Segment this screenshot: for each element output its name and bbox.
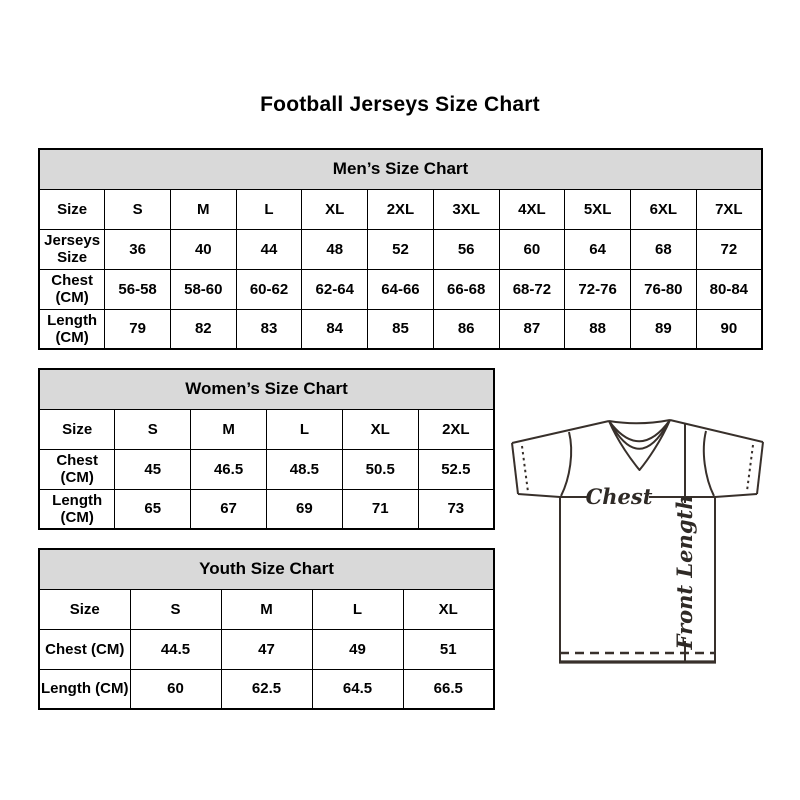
womens-cell: 52.5	[418, 449, 494, 489]
mens-cell: 6XL	[630, 189, 696, 229]
youth-cell: 51	[403, 629, 494, 669]
mens-cell: 68	[630, 229, 696, 269]
mens-cell: S	[105, 189, 171, 229]
womens-row-label: Size	[39, 409, 115, 449]
womens-cell: L	[266, 409, 342, 449]
mens-cell: XL	[302, 189, 368, 229]
jersey-measurement-diagram	[505, 400, 770, 695]
youth-size-chart-table	[38, 548, 495, 708]
youth-cell: S	[130, 589, 221, 629]
mens-row-label: Size	[39, 189, 105, 229]
mens-cell: 64	[565, 229, 631, 269]
womens-cell: 65	[115, 489, 191, 529]
womens-cell: 67	[191, 489, 267, 529]
jersey-diagram-svg	[505, 400, 770, 695]
jersey-outline	[512, 420, 763, 662]
youth-cell: 64.5	[312, 669, 403, 709]
mens-cell: 60-62	[236, 269, 302, 309]
womens-cell: 73	[418, 489, 494, 529]
mens-cell: 79	[105, 309, 171, 349]
mens-cell: 64-66	[368, 269, 434, 309]
mens-cell: 76-80	[630, 269, 696, 309]
mens-table	[38, 148, 763, 350]
mens-cell: 86	[433, 309, 499, 349]
mens-row-label: Length (CM)	[39, 309, 105, 349]
youth-cell: XL	[403, 589, 494, 629]
youth-cell: 62.5	[221, 669, 312, 709]
youth-cell: 47	[221, 629, 312, 669]
page-title: Football Jerseys Size Chart	[260, 93, 540, 116]
youth-table-header: Youth Size Chart	[39, 549, 494, 589]
mens-cell: 68-72	[499, 269, 565, 309]
mens-cell: 66-68	[433, 269, 499, 309]
mens-cell: 7XL	[696, 189, 762, 229]
mens-cell: 84	[302, 309, 368, 349]
youth-cell: M	[221, 589, 312, 629]
mens-cell: 60	[499, 229, 565, 269]
mens-cell: 56-58	[105, 269, 171, 309]
mens-cell: 80-84	[696, 269, 762, 309]
chest-label: Chest	[585, 484, 653, 509]
mens-cell: 40	[170, 229, 236, 269]
mens-cell: L	[236, 189, 302, 229]
womens-table-header: Women’s Size Chart	[39, 369, 494, 409]
womens-table	[38, 368, 495, 530]
youth-table	[38, 548, 495, 710]
mens-cell: 88	[565, 309, 631, 349]
mens-cell: 3XL	[433, 189, 499, 229]
mens-cell: 56	[433, 229, 499, 269]
mens-cell: 62-64	[302, 269, 368, 309]
womens-cell: 48.5	[266, 449, 342, 489]
mens-cell: 58-60	[170, 269, 236, 309]
mens-cell: 44	[236, 229, 302, 269]
youth-cell: L	[312, 589, 403, 629]
womens-cell: 46.5	[191, 449, 267, 489]
mens-cell: 4XL	[499, 189, 565, 229]
youth-cell: 60	[130, 669, 221, 709]
mens-cell: 36	[105, 229, 171, 269]
womens-cell: M	[191, 409, 267, 449]
mens-cell: M	[170, 189, 236, 229]
womens-cell: 45	[115, 449, 191, 489]
mens-cell: 72-76	[565, 269, 631, 309]
mens-cell: 5XL	[565, 189, 631, 229]
mens-table-header: Men’s Size Chart	[39, 149, 762, 189]
youth-row-label: Size	[39, 589, 130, 629]
youth-cell: 44.5	[130, 629, 221, 669]
mens-cell: 82	[170, 309, 236, 349]
mens-cell: 87	[499, 309, 565, 349]
mens-row-label: Jerseys Size	[39, 229, 105, 269]
youth-cell: 49	[312, 629, 403, 669]
mens-cell: 2XL	[368, 189, 434, 229]
youth-cell: 66.5	[403, 669, 494, 709]
mens-row-label: Chest (CM)	[39, 269, 105, 309]
womens-row-label: Chest (CM)	[39, 449, 115, 489]
womens-size-chart-table	[38, 368, 495, 528]
front-length-label: Front Length	[672, 494, 697, 650]
mens-cell: 90	[696, 309, 762, 349]
womens-cell: 50.5	[342, 449, 418, 489]
womens-cell: 69	[266, 489, 342, 529]
mens-cell: 85	[368, 309, 434, 349]
mens-cell: 72	[696, 229, 762, 269]
youth-row-label: Chest (CM)	[39, 629, 130, 669]
womens-cell: 71	[342, 489, 418, 529]
mens-cell: 48	[302, 229, 368, 269]
mens-cell: 52	[368, 229, 434, 269]
mens-size-chart-table	[38, 148, 763, 348]
mens-cell: 83	[236, 309, 302, 349]
youth-row-label: Length (CM)	[39, 669, 130, 709]
womens-cell: S	[115, 409, 191, 449]
womens-cell: 2XL	[418, 409, 494, 449]
womens-row-label: Length (CM)	[39, 489, 115, 529]
mens-cell: 89	[630, 309, 696, 349]
womens-cell: XL	[342, 409, 418, 449]
